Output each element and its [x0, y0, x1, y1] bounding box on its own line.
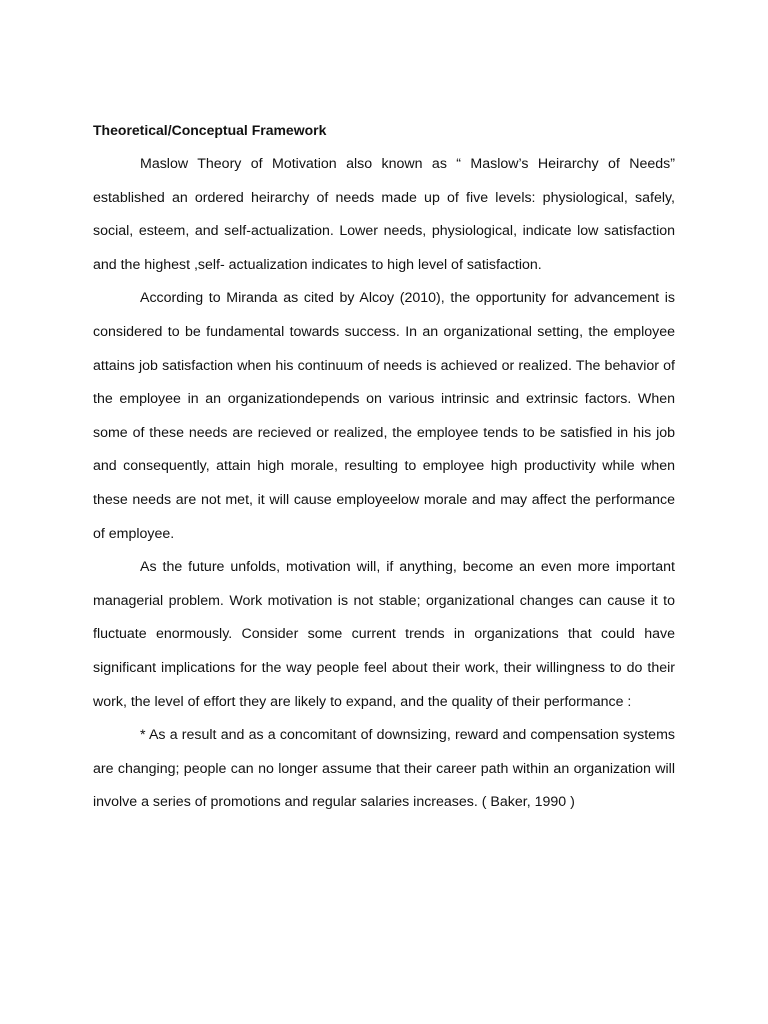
paragraph-future: As the future unfolds, motivation will, if anything, become an even more important managerial problem. Work motivation is not stable; organizational changes can cause it to fluctuate enormously. Consider some current trends in organizations that could have significant implications for the way people feel about their work, their willingness to do their work, the level of effort they are likely to expand, and the quality of their performance :: [93, 559, 675, 710]
paragraph-downsizing: * As a result and as a concomitant of downsizing, reward and compensation systems are changing; people can no longer assume that their career path within an organization will involve a series of promotions and regular salaries increases. ( Baker, 1990 ): [93, 727, 675, 811]
paragraph-maslow: Maslow Theory of Motivation also known as “ Maslow’s Heirarchy of Needs” established an ordered heirarchy of needs made up of five levels: physiological, safely, social, esteem, and self-actualization. Lower needs, physiological, indicate low satisfaction and the highest ,self- actualization indicates to high level of satisfaction.: [93, 156, 675, 273]
section-heading: Theoretical/Conceptual Framework: [93, 122, 327, 138]
paragraph-miranda: According to Miranda as cited by Alcoy (2010), the opportunity for advancement is considered to be fundamental towards success. In an organizational setting, the employee attains job satisfaction when his continuum of needs is achieved or realized. The behavior of the employee in an organizationdepends on various intrinsic and extrinsic factors. When some of these needs are recieved or realized, the employee tends to be satisfied in his job and consequently, attain high morale, resulting to employee high productivity while when these needs are not met, it will cause employeelow morale and may affect the performance of employee.: [93, 290, 675, 542]
document-page: [93, 118, 675, 820]
